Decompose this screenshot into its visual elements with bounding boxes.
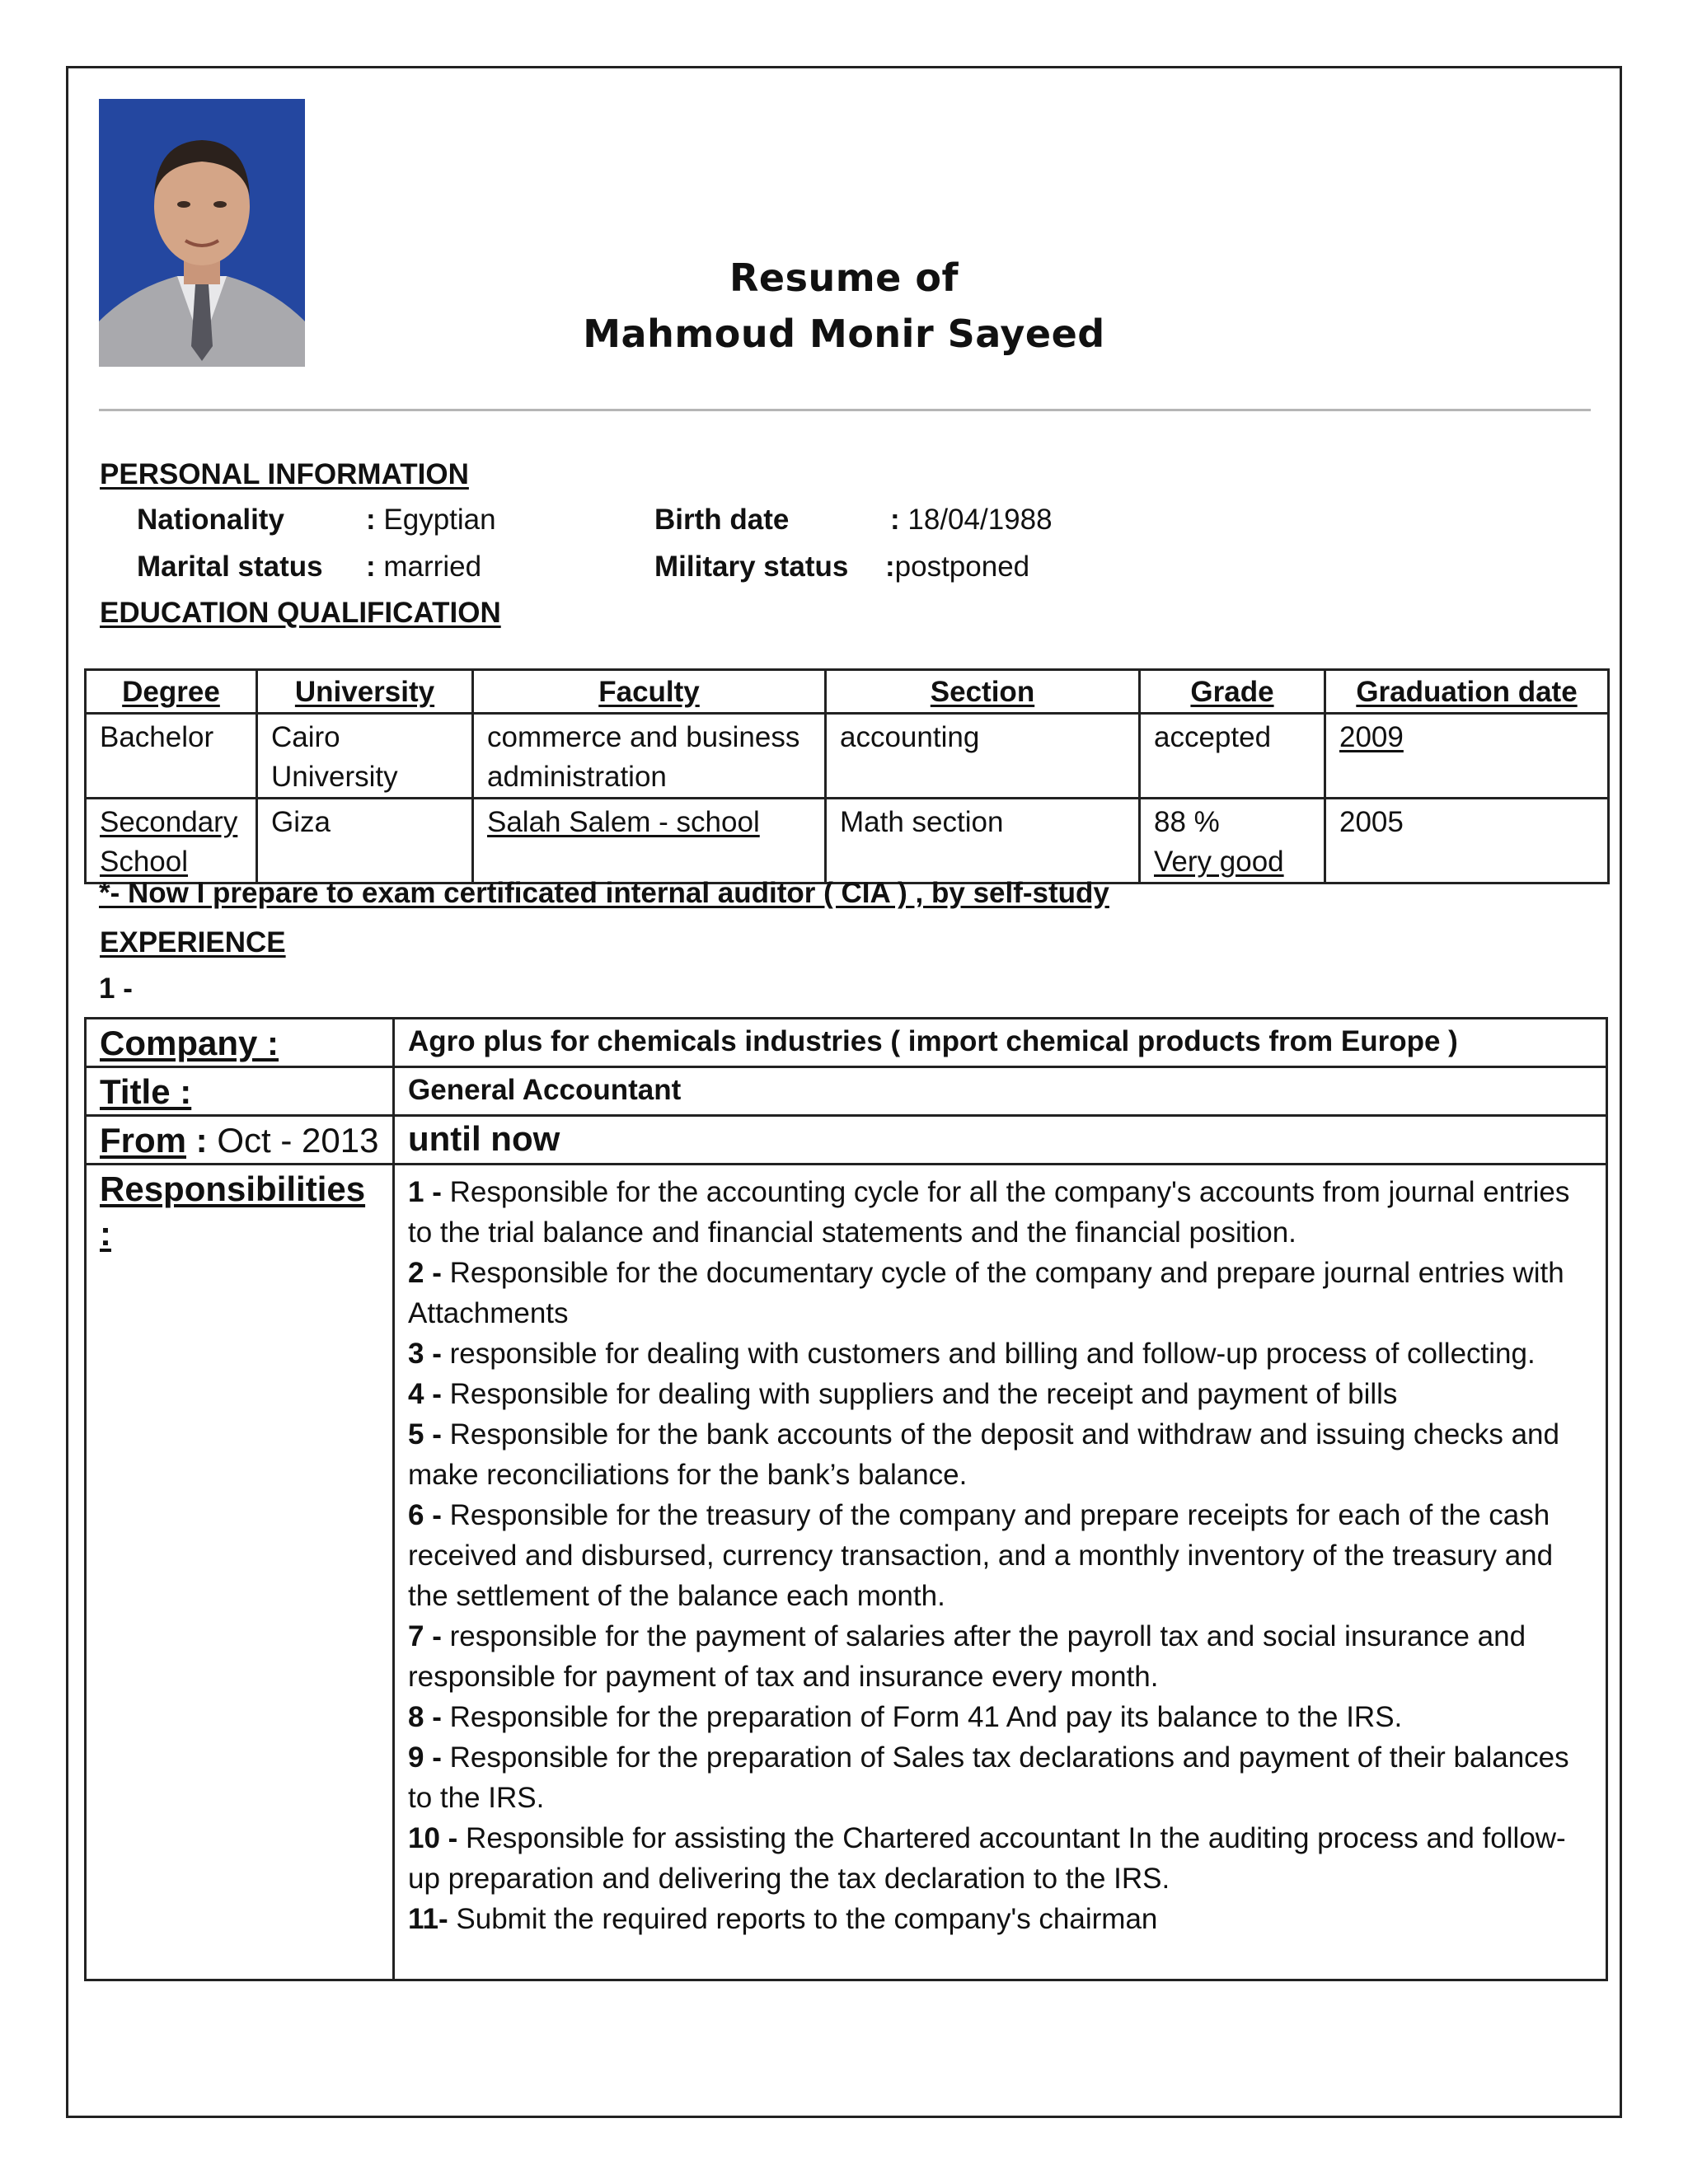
grade-note: Very good	[1154, 846, 1284, 878]
list-item	[408, 1374, 1592, 1414]
list-item	[408, 1899, 1592, 1939]
title-label-cell	[86, 1067, 394, 1116]
cell-graduation-date: 2005	[1325, 799, 1609, 883]
list-item	[408, 1737, 1592, 1818]
candidate-name: Mahmoud Monir Sayeed	[583, 312, 1105, 356]
company-label: Company :	[100, 1024, 279, 1062]
responsibility-text: Responsible for the accounting cycle for all the company's accounts from journal entries to the trial balance and financial statements and the financial position.	[408, 1176, 1570, 1249]
table-row	[86, 799, 1609, 883]
responsibility-number: 9 -	[408, 1741, 442, 1774]
degree-text: Secondary School	[100, 806, 238, 878]
table-row	[86, 714, 1609, 799]
from-value: Oct - 2013	[217, 1121, 379, 1160]
company-row	[86, 1019, 1607, 1067]
from-label-cell: From : Oct - 2013	[86, 1116, 394, 1165]
military-label: Military status	[654, 551, 849, 583]
title-value: General Accountant	[394, 1067, 1607, 1116]
list-item	[408, 1414, 1592, 1495]
col-grade: Grade	[1140, 670, 1325, 714]
birth-date-value-wrap: : 18/04/1988	[890, 504, 1053, 536]
list-item	[408, 1333, 1592, 1374]
cell-university: Giza	[257, 799, 473, 883]
cell-grade	[1140, 799, 1325, 883]
col-section: Section	[826, 670, 1140, 714]
nationality-label: Nationality	[137, 504, 284, 536]
header-divider	[99, 409, 1591, 411]
responsibility-text: Responsible for the bank accounts of the deposit and withdraw and issuing checks and make reconciliations for the bank’s balance.	[408, 1418, 1559, 1491]
responsibilities-cell	[394, 1165, 1607, 1980]
cell-grade: accepted	[1140, 714, 1325, 799]
marital-value: married	[383, 551, 482, 583]
cia-note: *- Now I prepare to exam certificated internal auditor ( CIA ) , by self-study	[99, 877, 1109, 909]
birth-date-row	[654, 504, 789, 537]
responsibility-text: responsible for the payment of salaries after the payroll tax and social insurance and responsible for payment of tax and insurance every month.	[408, 1620, 1526, 1693]
responsibility-text: Responsible for the treasury of the company and prepare receipts for each of the cash received and disbursed, currency transaction, and a monthly inventory of the treasury and the settlement of the balance each month.	[408, 1499, 1554, 1612]
table-header-row	[86, 670, 1609, 714]
birth-date-value: 18/04/1988	[907, 504, 1053, 536]
from-row	[86, 1116, 1607, 1165]
list-item	[408, 1697, 1592, 1737]
nationality-value: Egyptian	[383, 504, 496, 536]
responsibilities-list	[408, 1165, 1592, 1979]
responsibility-number: 11-	[408, 1903, 448, 1935]
education-table	[84, 668, 1610, 884]
responsibility-text: Responsible for assisting the Chartered accountant In the auditing process and follow-up preparation and delivering the tax declaration to the IRS.	[408, 1822, 1566, 1895]
list-item	[408, 1616, 1592, 1697]
nationality-value-wrap: : Egyptian	[366, 504, 496, 536]
birth-date-label: Birth date	[654, 504, 790, 536]
col-degree: Degree	[86, 670, 257, 714]
responsibility-number: 3 -	[408, 1338, 442, 1370]
list-item	[408, 1172, 1592, 1253]
list-item	[408, 1253, 1592, 1333]
cell-faculty	[473, 799, 826, 883]
col-faculty: Faculty	[473, 670, 826, 714]
col-graduation-date: Graduation date	[1325, 670, 1609, 714]
military-row	[654, 551, 848, 583]
responsibility-text: Responsible for the documentary cycle of the company and prepare journal entries with Attachments	[408, 1257, 1564, 1329]
col-university: University	[257, 670, 473, 714]
personal-info-heading: PERSONAL INFORMATION	[100, 458, 469, 490]
responsibilities-row	[86, 1165, 1607, 1980]
responsibility-number: 10 -	[408, 1822, 458, 1854]
faculty-text: Salah Salem - school	[487, 806, 760, 838]
cell-degree	[86, 799, 257, 883]
from-label: From	[100, 1121, 186, 1160]
responsibility-text: Submit the required reports to the company's chairman	[456, 1903, 1158, 1935]
responsibility-number: 2 -	[408, 1257, 442, 1289]
cell-faculty: commerce and business administration	[473, 714, 826, 799]
military-value-wrap: :postponed	[885, 551, 1030, 583]
title-row	[86, 1067, 1607, 1116]
nationality-row	[137, 504, 284, 537]
marital-value-wrap: : married	[366, 551, 482, 583]
responsibility-number: 4 -	[408, 1378, 442, 1410]
experience-table	[84, 1017, 1608, 1981]
responsibility-text: Responsible for dealing with suppliers and the receipt and payment of bills	[449, 1378, 1398, 1410]
list-item	[408, 1818, 1592, 1899]
cell-graduation-date	[1325, 714, 1609, 799]
marital-row	[137, 551, 323, 583]
responsibility-number: 6 -	[408, 1499, 442, 1531]
responsibility-text: Responsible for the preparation of Form 41 And pay its balance to the IRS.	[449, 1701, 1403, 1733]
title-label: Title :	[100, 1072, 192, 1111]
responsibility-number: 8 -	[408, 1701, 442, 1733]
cell-degree: Bachelor	[86, 714, 257, 799]
cell-section: Math section	[826, 799, 1140, 883]
responsibilities-label: Responsibilities :	[100, 1169, 366, 1253]
education-heading: EDUCATION QUALIFICATION	[100, 597, 501, 629]
list-item	[408, 1495, 1592, 1616]
cell-university: Cairo University	[257, 714, 473, 799]
grade-percent: 88 %	[1154, 806, 1220, 838]
resume-title: Resume of	[729, 255, 959, 300]
company-label-cell	[86, 1019, 394, 1067]
marital-label: Marital status	[137, 551, 323, 583]
graduation-year: 2009	[1339, 721, 1404, 753]
company-value: Agro plus for chemicals industries ( import chemical products from Europe )	[394, 1019, 1607, 1067]
responsibility-text: Responsible for the preparation of Sales tax declarations and payment of their balances to the IRS.	[408, 1741, 1569, 1814]
responsibility-text: responsible for dealing with customers and billing and follow-up process of collecting.	[449, 1338, 1536, 1370]
experience-index: 1 -	[99, 972, 133, 1005]
responsibility-number: 1 -	[408, 1176, 442, 1208]
responsibility-number: 5 -	[408, 1418, 442, 1451]
responsibilities-label-cell	[86, 1165, 394, 1980]
experience-heading: EXPERIENCE	[100, 926, 286, 958]
cell-section: accounting	[826, 714, 1140, 799]
until-value: until now	[394, 1116, 1607, 1165]
military-value: postponed	[894, 551, 1030, 583]
responsibility-number: 7 -	[408, 1620, 442, 1652]
